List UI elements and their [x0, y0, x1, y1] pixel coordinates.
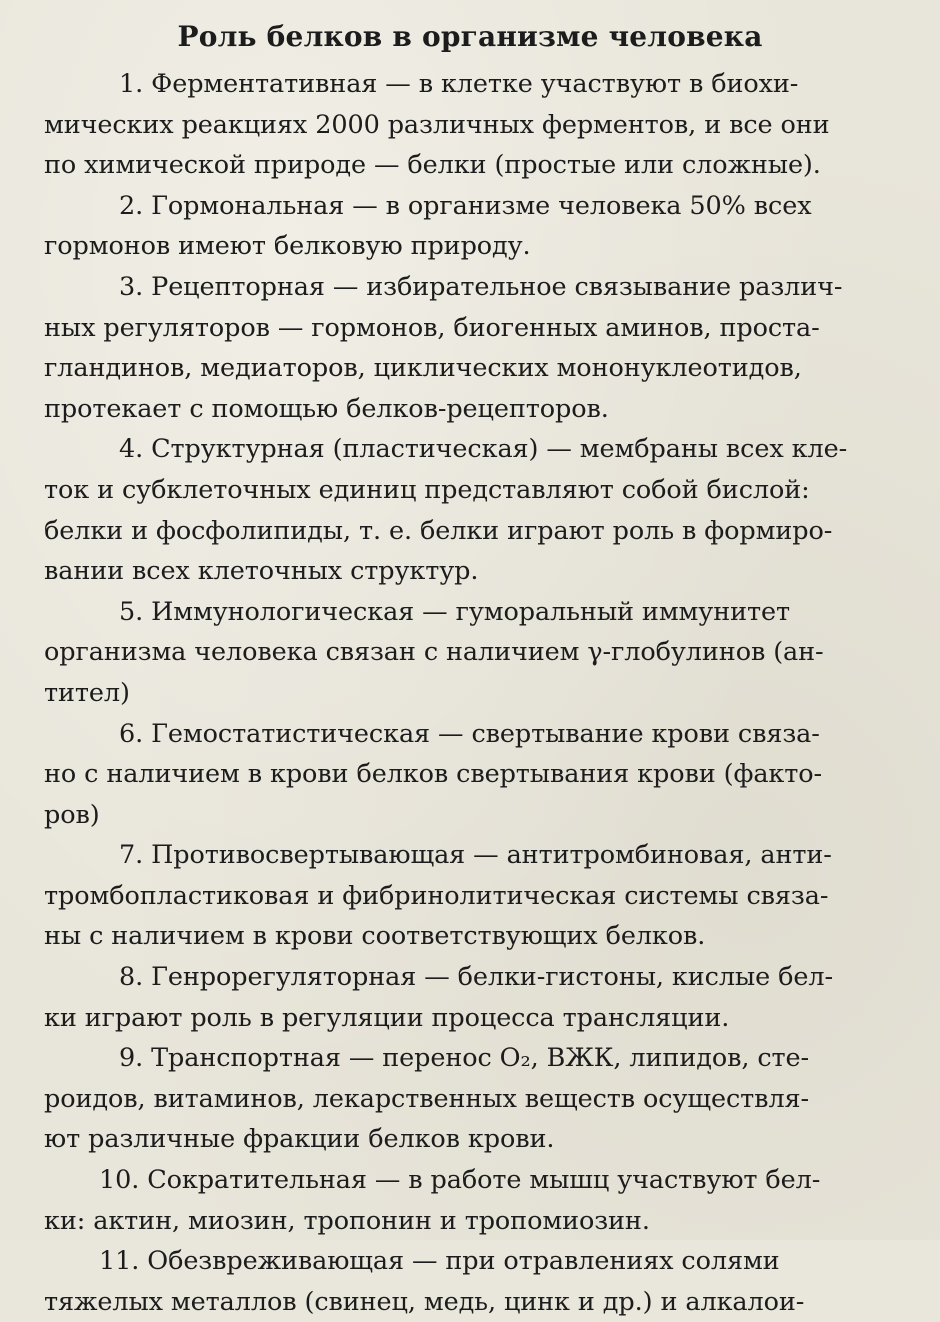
text-line: вании всех клеточных структур. [44, 556, 479, 587]
text-line: 5. Иммунологическая — гуморальный иммунитет [119, 596, 790, 627]
text-line: 7. Противосвертывающая — антитромбиновая, анти- [119, 840, 832, 871]
text-line: ных регуляторов — гормонов, биогенных аминов, проста- [44, 312, 820, 343]
text-line: организма человека связан с наличием γ-глобулинов (ан- [44, 637, 824, 668]
text-line: 8. Генрорегуляторная — белки-гистоны, кислые бел- [119, 962, 833, 993]
paragraph-generegulatory [44, 957, 896, 1038]
text-line: мических реакциях 2000 различных ферментов, и все они [44, 109, 830, 140]
text-line: но с наличием в крови белков свертывания крови (факто- [44, 759, 823, 790]
text-line: тяжелых металлов (свинец, медь, цинк и др.) и алкалои- [44, 1286, 805, 1317]
paragraph-transport [44, 1038, 896, 1160]
text-line: 11. Обезвреживающая — при отравлениях солями [99, 1246, 780, 1277]
text-line: белки и фосфолипиды, т. е. белки играют роль в формиро- [44, 515, 833, 546]
text-line: гландинов, медиаторов, циклических мононуклеотидов, [44, 353, 802, 384]
text-line: роидов, витаминов, лекарственных веществ осуществля- [44, 1083, 810, 1114]
page-title: Роль белков в организме человека [177, 20, 763, 53]
paragraph-immunological [44, 592, 896, 714]
paragraph-detoxifying [44, 1241, 896, 1322]
text-line: протекает с помощью белков-рецепторов. [44, 393, 609, 424]
text-line: гормонов имеют белковую природу. [44, 231, 531, 262]
text-line: ток и субклеточных единиц представляют собой бислой: [44, 474, 810, 505]
text-line: ны с наличием в крови соответствующих белков. [44, 921, 706, 952]
text-line: 1. Ферментативная — в клетке участвуют в биохи- [119, 69, 799, 99]
text-line: тител) [44, 677, 130, 708]
text-line: 4. Структурная (пластическая) — мембраны всех кле- [119, 434, 848, 465]
text-line: ки играют роль в регуляции процесса трансляции. [44, 1002, 730, 1033]
paragraph-hormonal [44, 186, 896, 267]
text-line: 10. Сократительная — в работе мышц участвуют бел- [99, 1165, 821, 1196]
text-line: 9. Транспортная — перенос O₂, ВЖК, липидов, сте- [119, 1043, 810, 1074]
text-line: 6. Гемостатистическая — свертывание крови связа- [119, 718, 820, 749]
paragraph-enzymatic [44, 64, 896, 186]
text-line: 2. Гормональная — в организме человека 50% всех [119, 190, 812, 221]
text-line: по химической природе — белки (простые или сложные). [44, 150, 821, 181]
text-line: 3. Рецепторная — избирательное связывание различ- [119, 271, 843, 302]
text-line: ют различные фракции белков крови. [44, 1124, 555, 1155]
paragraph-contractile [44, 1160, 896, 1241]
text-line: тромбопластиковая и фибринолитическая системы связа- [44, 880, 829, 911]
paragraph-receptor [44, 267, 896, 429]
paragraph-hemostatic [44, 714, 896, 836]
paragraph-anticoagulant [44, 835, 896, 957]
text-line: ров) [44, 799, 100, 830]
paragraph-structural [44, 429, 896, 591]
text-line: ки: актин, миозин, тропонин и тропомиозин. [44, 1205, 650, 1236]
